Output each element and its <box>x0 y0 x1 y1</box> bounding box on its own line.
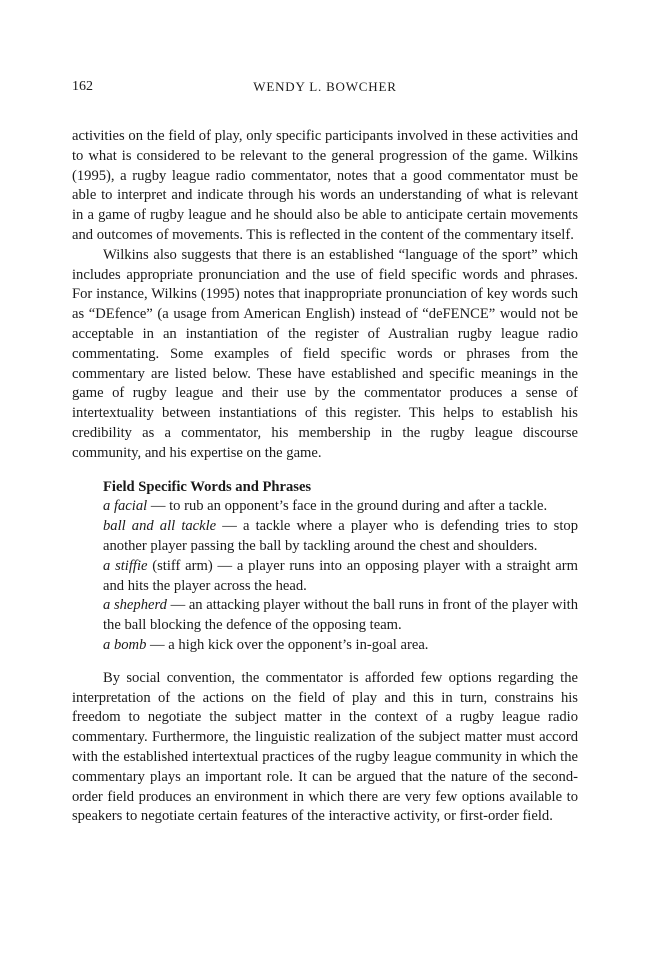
glossary-entry <box>103 636 578 656</box>
glossary-term: a shepherd <box>103 597 167 614</box>
glossary-entry <box>103 497 578 517</box>
running-head: WENDY L. BOWCHER <box>253 79 397 94</box>
glossary-definition: — an attacking player without the ball runs in front of the player with the ball blocking the defence of the opposing team. <box>103 597 579 634</box>
body-text <box>72 127 578 827</box>
glossary-entry <box>103 557 578 597</box>
glossary-term: a stiffie <box>103 557 148 574</box>
glossary-term: ball and all tackle <box>103 518 217 535</box>
page-number: 162 <box>72 79 93 94</box>
glossary-list <box>103 478 578 656</box>
paragraph-3: By social convention, the commentator is afforded few options regarding the interpretation of the actions on the field of play and this in turn, constrains his freedom to negotiate the subject matter in the context of a rugby league radio commentary. Furthermore, the linguistic realization of the subject matter must accord with the established intertextual practices of the rugby league community in which the commentary plays an important role. It can be argued that the nature of the second-order field produces an environment in which there are very few options available to speakers to negotiate certain features of the interactive activity, or first-order field. <box>72 669 578 825</box>
glossary-term: a facial <box>103 498 148 515</box>
glossary-definition: — a high kick over the opponent’s in-goal area. <box>146 636 429 653</box>
paragraph-2: Wilkins also suggests that there is an established “language of the sport” which includes appropriate pronunciation and the use of field specific words and phrases. For instance, Wilkins (1995) notes that inappropriate pronunciation of key words such as “DEfence” (a usage from American English) instead of “deFENCE” would not be acceptable in an instantiation of the register of Australian rugby league radio commentating. Some examples of field specific words or phrases from the commentary are listed below. These have established and specific meanings in the game of rugby league and their use by the commentator produces a sense of intertextuality between instantiations of this register. This helps to establish his credibility as a commentator, his membership in the rugby league discourse community, and his expertise on the game. <box>72 246 578 461</box>
glossary-entry <box>103 517 578 557</box>
page-header <box>72 79 578 99</box>
glossary-definition: (stiff arm) — a player runs into an opposing player with a straight arm and hits the player across the head. <box>103 557 578 594</box>
glossary-heading: Field Specific Words and Phrases <box>103 478 312 495</box>
glossary-definition: — a tackle where a player who is defending tries to stop another player passing the ball by tackling around the chest and shoulders. <box>103 518 578 554</box>
glossary-definition: — to rub an opponent’s face in the ground during and after a tackle. <box>147 498 548 515</box>
glossary-term: a bomb <box>103 636 147 653</box>
paragraph-1: activities on the field of play, only specific participants involved in these activities and to what is considered to be relevant to the general progression of the game. Wilkins (1995), a rugby league radio commentator, notes that a good commentator must be able to interpret and indicate through his words an understanding of what is relevant in a game of rugby league and he should also be able to anticipate certain movements and outcomes of movements. This is reflected in the content of the commentary itself. <box>72 128 578 243</box>
glossary-entry <box>103 596 578 636</box>
